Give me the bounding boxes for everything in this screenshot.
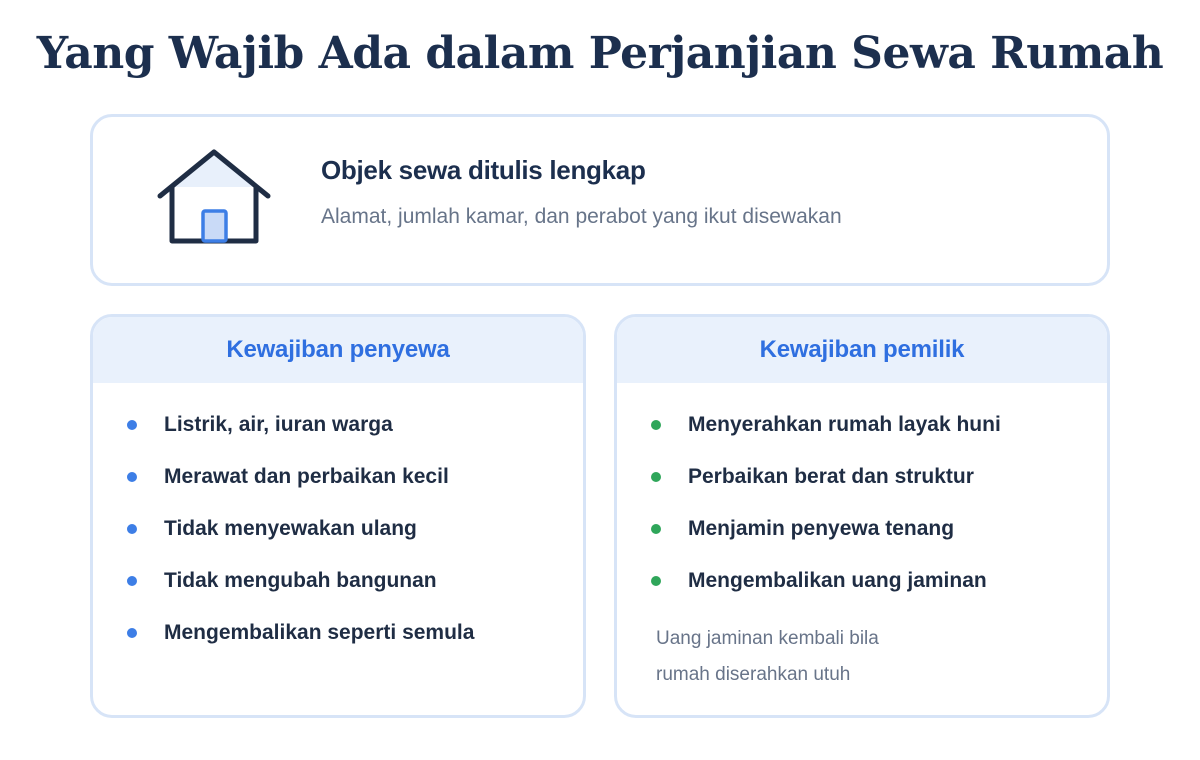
owner-duties-list [617, 383, 1107, 607]
object-card-heading: Objek sewa ditulis lengkap [321, 155, 646, 185]
list-item [93, 555, 583, 607]
list-item-label: Tidak menyewakan ulang [164, 517, 417, 540]
list-item-label: Menjamin penyewa tenang [688, 517, 955, 540]
list-item [93, 503, 583, 555]
tenant-duties-card [90, 314, 586, 718]
list-item [93, 451, 583, 503]
list-item-label: Tidak mengubah bangunan [164, 569, 437, 592]
bullet-dot-icon [127, 628, 137, 638]
list-item [617, 503, 1107, 555]
bullet-dot-icon [651, 420, 661, 430]
bullet-dot-icon [127, 576, 137, 586]
owner-duties-heading: Kewajiban pemilik [617, 317, 1107, 383]
list-item [617, 399, 1107, 451]
bullet-dot-icon [651, 472, 661, 482]
bullet-dot-icon [127, 524, 137, 534]
list-item-label: Perbaikan berat dan struktur [688, 465, 974, 488]
tenant-duties-heading: Kewajiban penyewa [93, 317, 583, 383]
deposit-note-line: Uang jaminan kembali bila [656, 628, 879, 649]
tenant-duties-list [93, 383, 583, 659]
list-item [93, 607, 583, 659]
deposit-note-line: rumah diserahkan utuh [656, 664, 851, 685]
list-item-label: Merawat dan perbaikan kecil [164, 465, 449, 488]
list-item-label: Mengembalikan uang jaminan [688, 569, 987, 592]
bullet-dot-icon [127, 420, 137, 430]
object-card [90, 114, 1110, 286]
list-item-label: Mengembalikan seperti semula [164, 621, 475, 644]
house-icon [155, 147, 273, 247]
list-item [93, 399, 583, 451]
owner-duties-card [614, 314, 1110, 718]
page-title: Yang Wajib Ada dalam Perjanjian Sewa Rumah [36, 28, 1164, 79]
deposit-note [656, 621, 1056, 693]
bullet-dot-icon [127, 472, 137, 482]
bullet-dot-icon [651, 576, 661, 586]
list-item-label: Menyerahkan rumah layak huni [688, 413, 1001, 436]
list-item-label: Listrik, air, iuran warga [164, 413, 393, 436]
list-item [617, 555, 1107, 607]
bullet-dot-icon [651, 524, 661, 534]
object-card-description: Alamat, jumlah kamar, dan perabot yang ikut disewakan [321, 205, 842, 228]
list-item [617, 451, 1107, 503]
